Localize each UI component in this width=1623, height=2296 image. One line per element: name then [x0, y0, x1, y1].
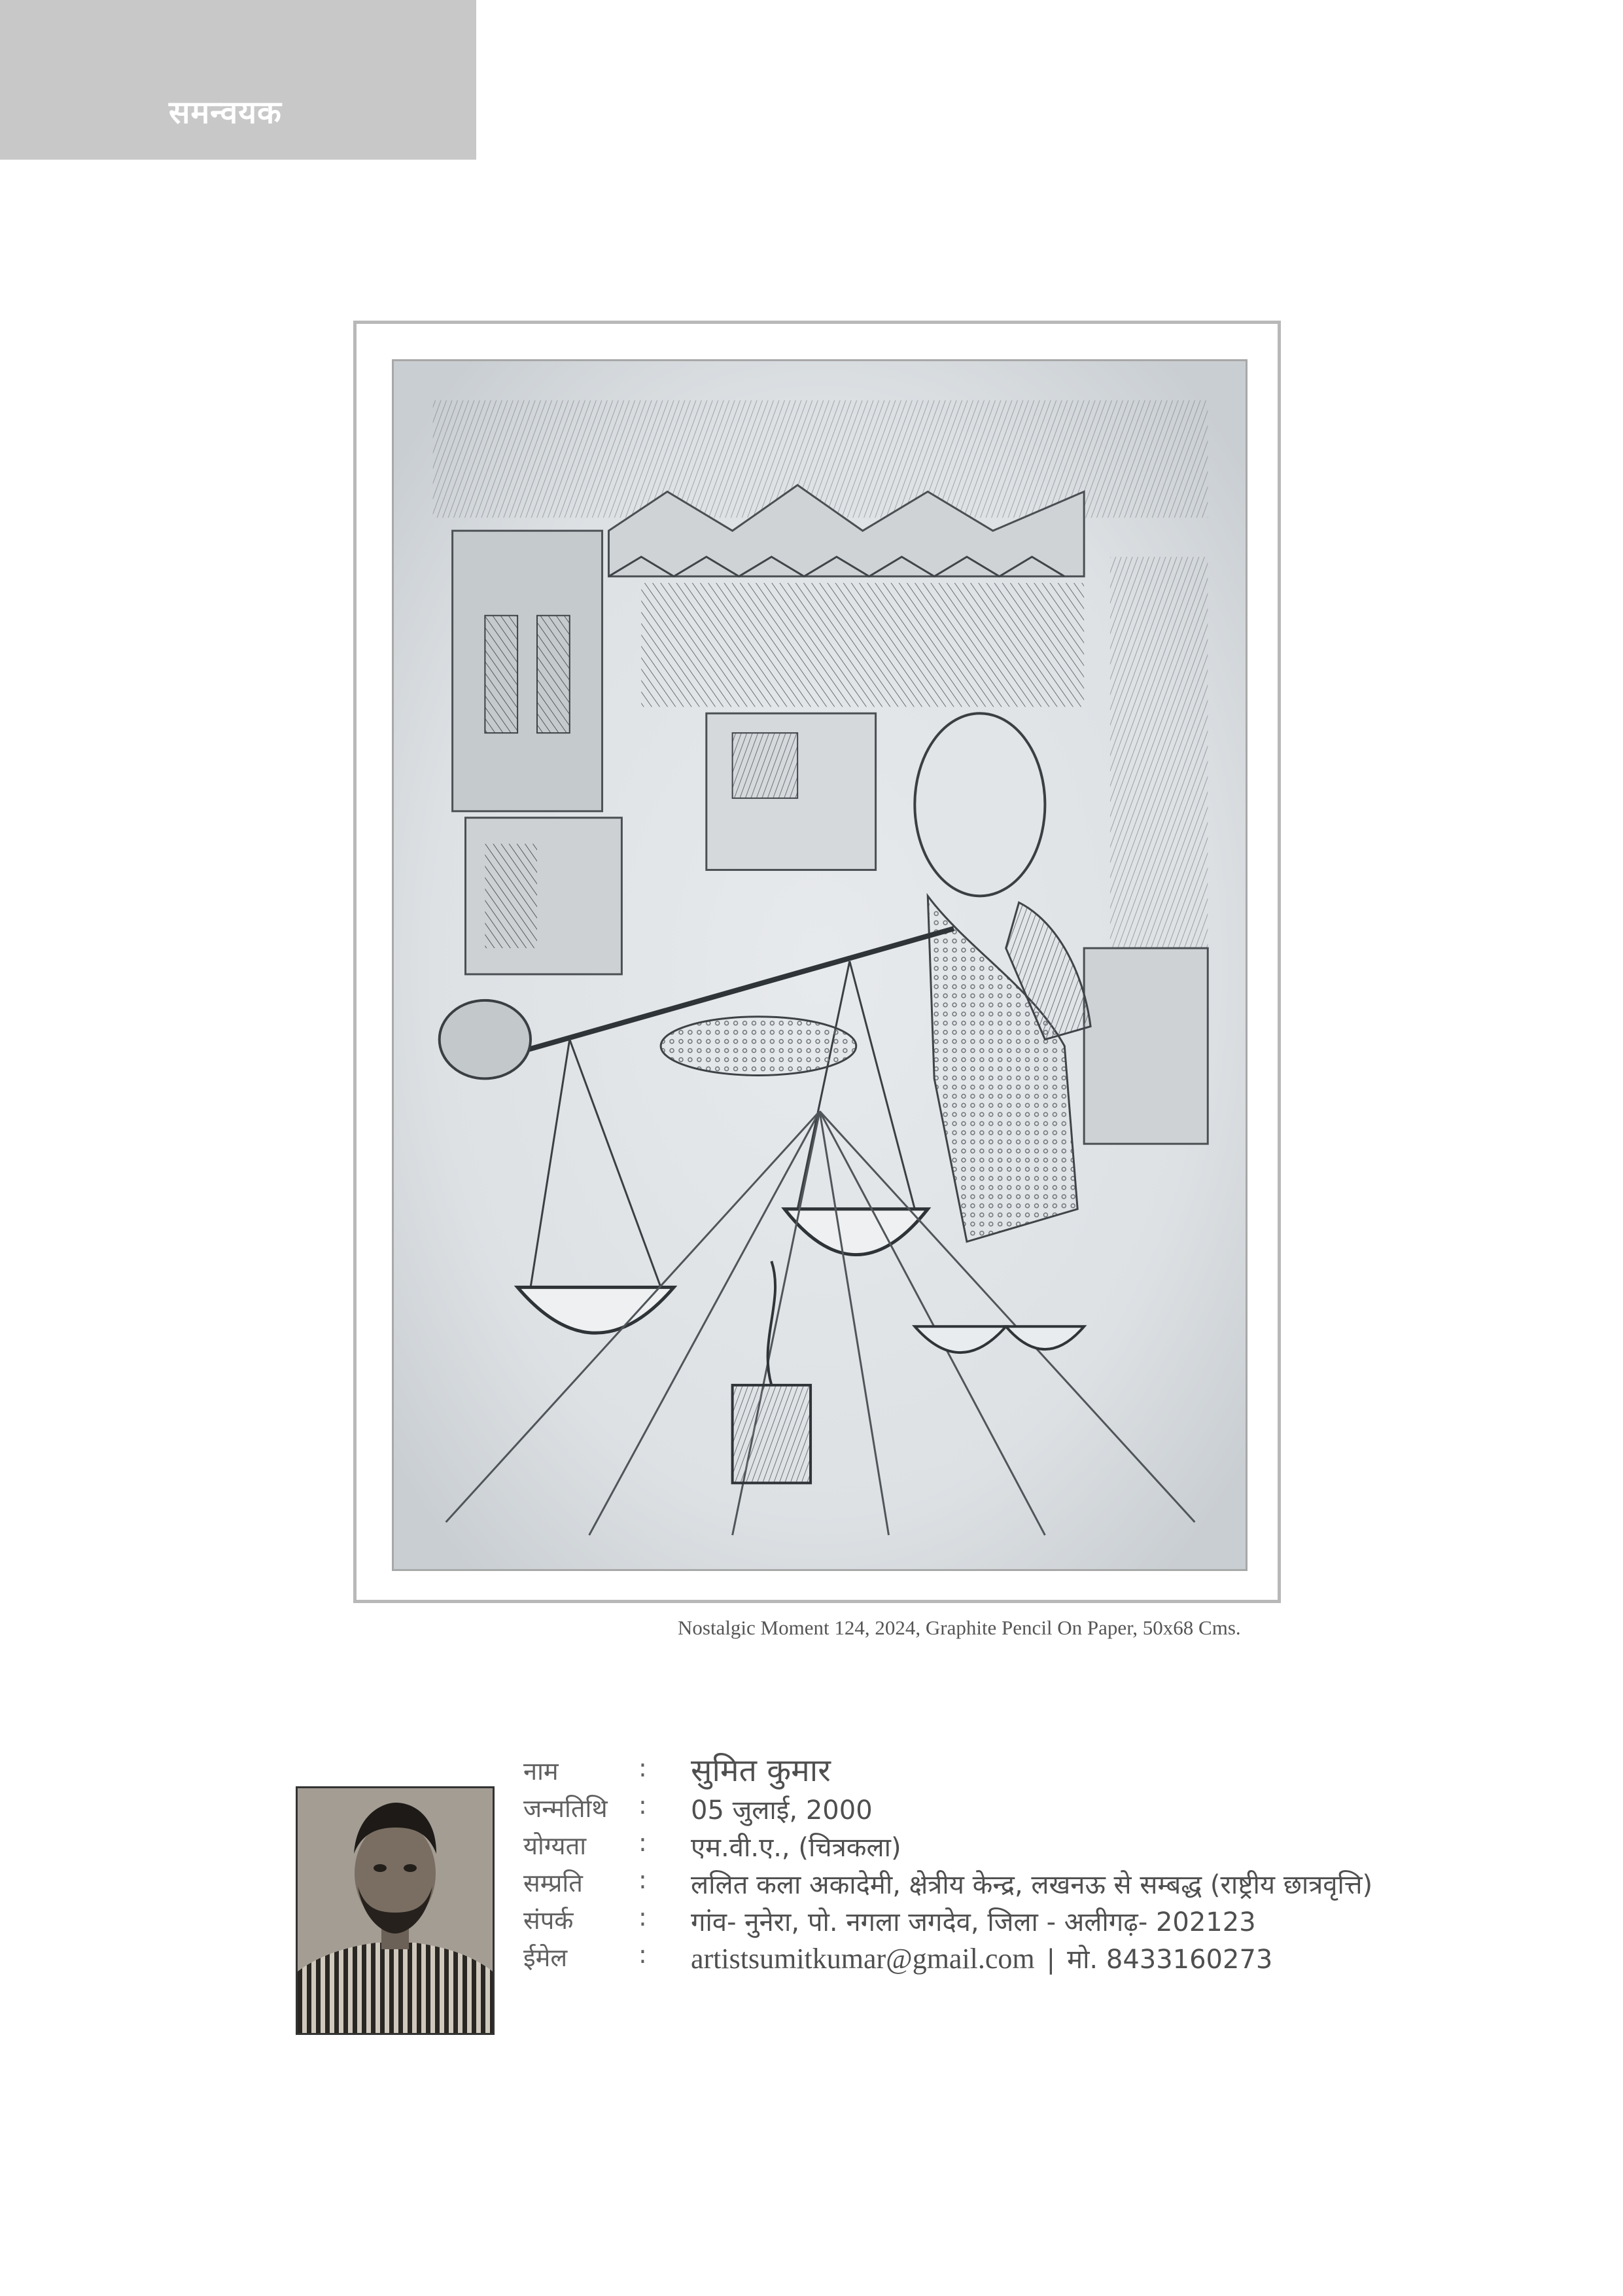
info-colon: :	[638, 1828, 647, 1857]
artist-current-position: ललित कला अकादेमी, क्षेत्रीय केन्द्र, लखनऊ से सम्बद्ध (राष्ट्रीय छात्रवृत्ति)	[691, 1870, 1373, 1900]
info-key: सम्प्रति	[523, 1869, 583, 1898]
info-colon: :	[638, 1754, 647, 1782]
artist-qualification: एम.वी.ए., (चित्रकला)	[691, 1833, 901, 1863]
info-colon: :	[638, 1865, 647, 1894]
section-label: समन्वयक	[169, 94, 282, 131]
artist-dob: 05 जुलाई, 2000	[691, 1795, 873, 1826]
info-key: जन्मतिथि	[523, 1794, 608, 1823]
artwork-frame	[353, 321, 1281, 1603]
artist-name: सुमित कुमार	[691, 1752, 831, 1789]
artwork-caption: Nostalgic Moment 124, 2024, Graphite Pencil On Paper, 50x68 Cms.	[678, 1616, 1241, 1639]
info-colon: :	[638, 1903, 647, 1932]
info-key: योग्यता	[523, 1831, 587, 1860]
info-key: संपर्क	[523, 1906, 574, 1935]
artist-photo	[296, 1786, 495, 2035]
artist-email-link[interactable]: artistsumitkumar@gmail.com	[691, 1943, 1035, 1975]
contact-separator: |	[1046, 1945, 1056, 1975]
artist-address: गांव- नुनेरा, पो. नगला जगदेव, जिला - अलीगढ़- 202123	[691, 1907, 1256, 1937]
info-colon: :	[638, 1791, 647, 1820]
artist-phone: मो. 8433160273	[1067, 1945, 1273, 1975]
info-key: नाम	[523, 1757, 559, 1786]
section-header-tab	[0, 0, 476, 160]
artwork-image	[392, 359, 1248, 1571]
info-colon: :	[638, 1940, 647, 1969]
info-key: ईमेल	[523, 1943, 568, 1972]
contact-line	[691, 1940, 1272, 1976]
